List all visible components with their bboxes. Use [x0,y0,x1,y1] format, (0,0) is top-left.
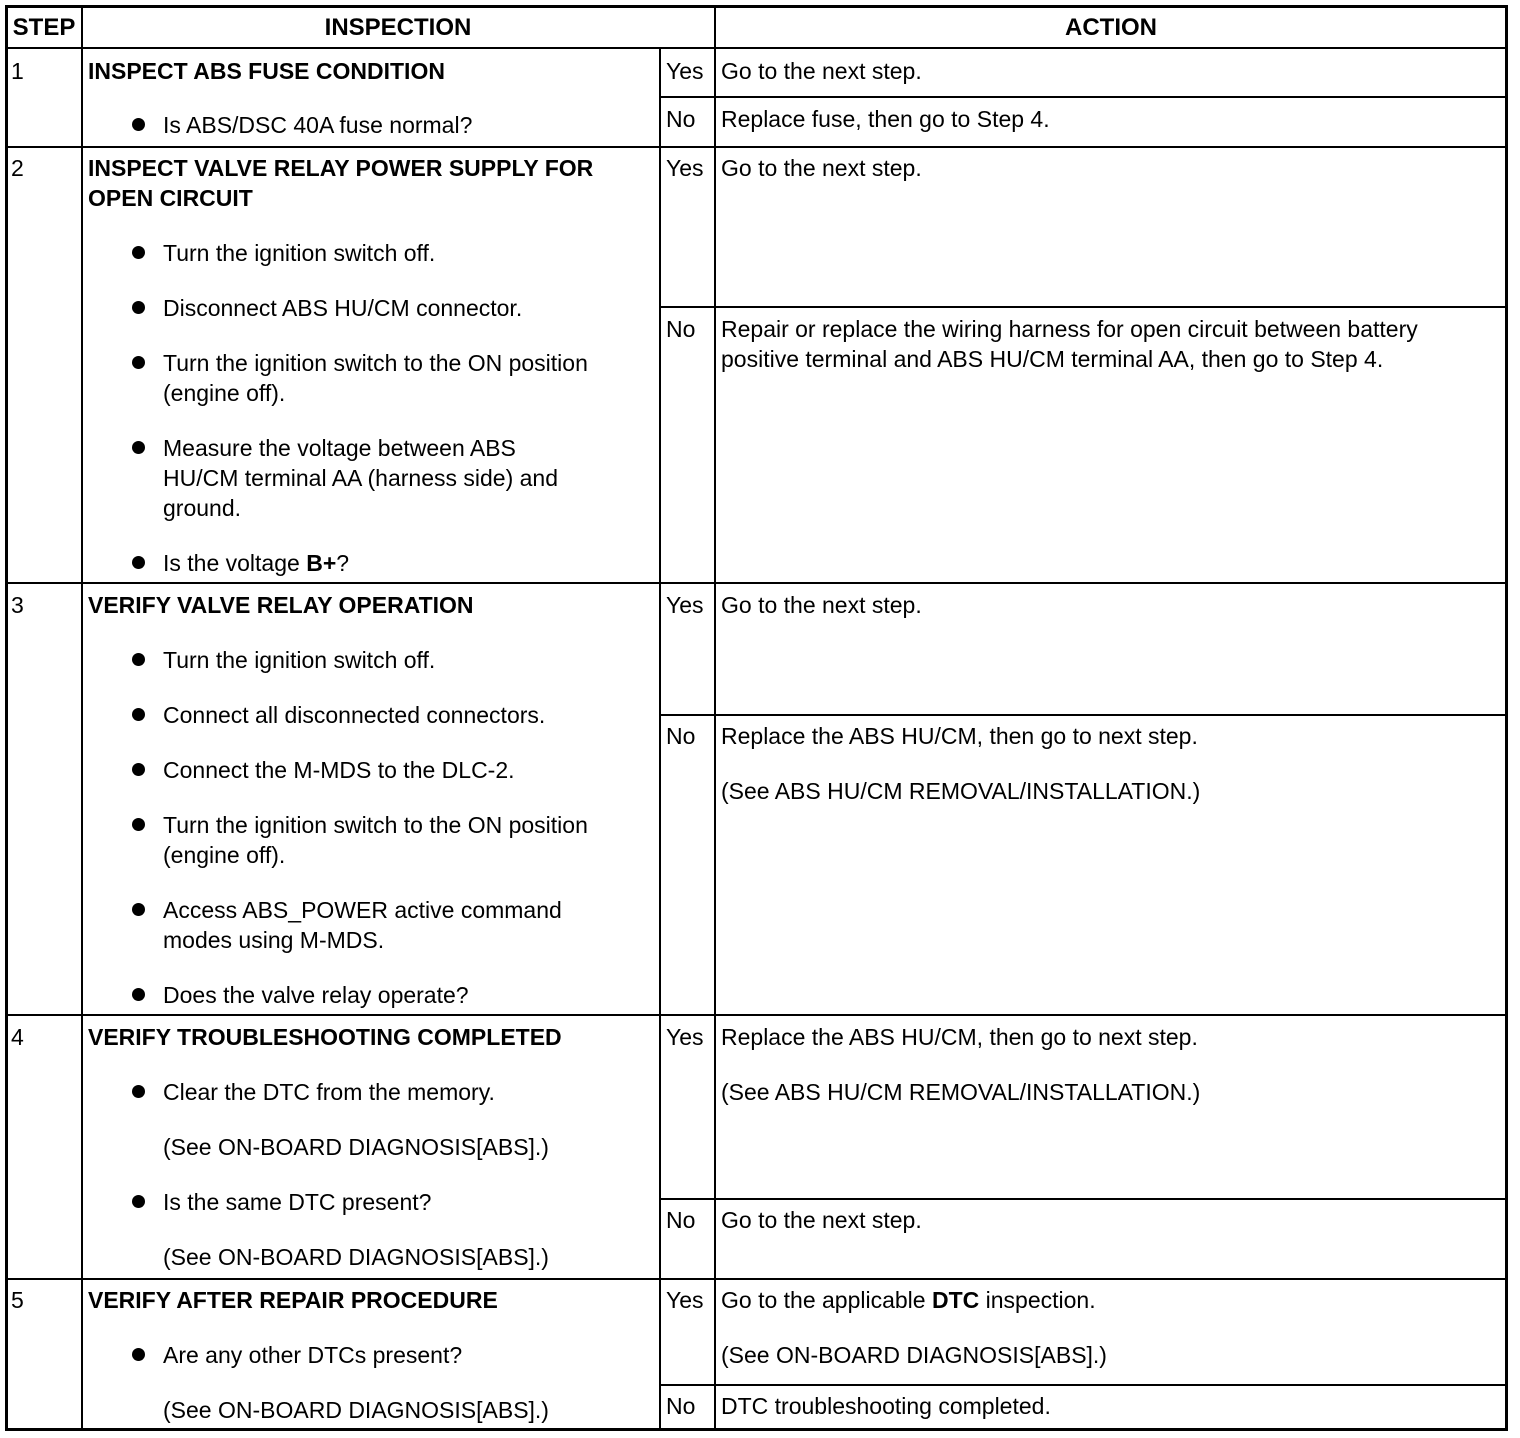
bullet-icon [132,1348,145,1361]
no-action: Replace the ABS HU/CM, then go to next step. [721,723,1198,749]
inspection-item: ground. [163,495,242,521]
step-title: OPEN CIRCUIT [88,185,253,211]
inspection-item [163,548,349,578]
header-step: STEP [12,14,76,41]
bullet-icon [132,1195,145,1208]
row-divider-1 [6,146,1507,148]
bullet-icon [132,118,145,131]
no-label: No [666,106,696,132]
inspection-item: Is ABS/DSC 40A fuse normal? [163,112,473,138]
yes-action-text: Go to the applicable [721,1287,932,1313]
step-number: 2 [11,155,24,181]
inspection-reference: (See ON-BOARD DIAGNOSIS[ABS].) [163,1244,549,1270]
no-action: Replace fuse, then go to Step 4. [721,106,1050,132]
yes-no-divider-2 [660,306,1507,308]
step-title: VERIFY AFTER REPAIR PROCEDURE [88,1287,498,1313]
inspection-item: Access ABS_POWER active command [163,897,562,923]
step-number: 1 [11,58,24,84]
header-inspection: INSPECTION [324,14,472,41]
bullet-icon [132,988,145,1001]
no-action: Repair or replace the wiring harness for open circuit between battery [721,316,1418,342]
bullet-icon [132,708,145,721]
yes-action-text: inspection. [979,1287,1096,1313]
inspection-item: Does the valve relay operate? [163,982,469,1008]
step-number: 5 [11,1287,24,1313]
inspection-reference: (See ON-BOARD DIAGNOSIS[ABS].) [163,1134,549,1160]
inspection-item: Disconnect ABS HU/CM connector. [163,295,523,321]
inspection-item: Connect all disconnected connectors. [163,702,546,728]
inspection-item: (engine off). [163,380,286,406]
bullet-icon [132,818,145,831]
yes-label: Yes [666,155,704,181]
no-label: No [666,1207,696,1233]
bullet-icon [132,356,145,369]
step-title: VERIFY TROUBLESHOOTING COMPLETED [88,1024,562,1050]
inspection-item: Turn the ignition switch off. [163,647,436,673]
inspection-item: Is the same DTC present? [163,1189,432,1215]
yes-label: Yes [666,1024,704,1050]
yes-no-divider-1 [660,96,1507,98]
yes-no-divider-5 [660,1384,1507,1386]
col-divider-inspection [659,48,661,1430]
inspection-item: Turn the ignition switch to the ON position [163,350,588,376]
step-title: VERIFY VALVE RELAY OPERATION [88,592,474,618]
inspection-item: Measure the voltage between ABS [163,435,516,461]
voltage-value: B+ [306,550,337,576]
yes-label: Yes [666,58,704,84]
yes-no-divider-4 [660,1198,1507,1200]
dtc-term: DTC [931,1287,980,1313]
inspection-item: modes using M-MDS. [163,927,385,953]
inspection-item: Turn the ignition switch off. [163,240,436,266]
bullet-icon [132,246,145,259]
col-divider-step [81,6,83,1430]
bullet-icon [132,1085,145,1098]
header-action: ACTION [1065,14,1157,41]
no-action: positive terminal and ABS HU/CM terminal AA, then go to Step 4. [721,346,1384,372]
col-divider-action [714,6,716,1430]
inspection-item: Are any other DTCs present? [163,1342,463,1368]
row-divider-4 [6,1278,1507,1280]
bullet-icon [132,556,145,569]
yes-no-divider-3 [660,714,1507,716]
row-divider-header [6,47,1507,49]
no-action: DTC troubleshooting completed. [721,1393,1051,1419]
no-label: No [666,1393,696,1419]
yes-action: Go to the next step. [721,592,922,618]
yes-label: Yes [666,592,704,618]
row-divider-2 [6,582,1507,584]
no-action: Go to the next step. [721,1207,922,1233]
inspection-reference: (See ON-BOARD DIAGNOSIS[ABS].) [163,1397,549,1423]
step-number: 4 [11,1024,24,1050]
yes-action: (See ABS HU/CM REMOVAL/INSTALLATION.) [721,1079,1201,1105]
inspection-item: Clear the DTC from the memory. [163,1079,495,1105]
yes-action [721,1285,1096,1315]
no-action: (See ABS HU/CM REMOVAL/INSTALLATION.) [721,778,1201,804]
no-label: No [666,316,696,342]
bullet-icon [132,653,145,666]
step-title: INSPECT ABS FUSE CONDITION [88,58,445,84]
yes-action: Go to the next step. [721,58,922,84]
inspection-item: HU/CM terminal AA (harness side) and [163,465,558,491]
yes-action: (See ON-BOARD DIAGNOSIS[ABS].) [721,1342,1107,1368]
row-divider-3 [6,1014,1507,1016]
yes-action: Replace the ABS HU/CM, then go to next step. [721,1024,1198,1050]
inspection-item: Connect the M-MDS to the DLC-2. [163,757,515,783]
yes-label: Yes [666,1287,704,1313]
inspection-item: Turn the ignition switch to the ON position [163,812,588,838]
step-title: INSPECT VALVE RELAY POWER SUPPLY FOR [88,155,594,181]
inspection-item-text: ? [336,550,350,576]
no-label: No [666,723,696,749]
bullet-icon [132,763,145,776]
inspection-item: (engine off). [163,842,286,868]
bullet-icon [132,441,145,454]
step-number: 3 [11,592,24,618]
bullet-icon [132,301,145,314]
yes-action: Go to the next step. [721,155,922,181]
bullet-icon [132,903,145,916]
inspection-item-text: Is the voltage [163,550,307,576]
